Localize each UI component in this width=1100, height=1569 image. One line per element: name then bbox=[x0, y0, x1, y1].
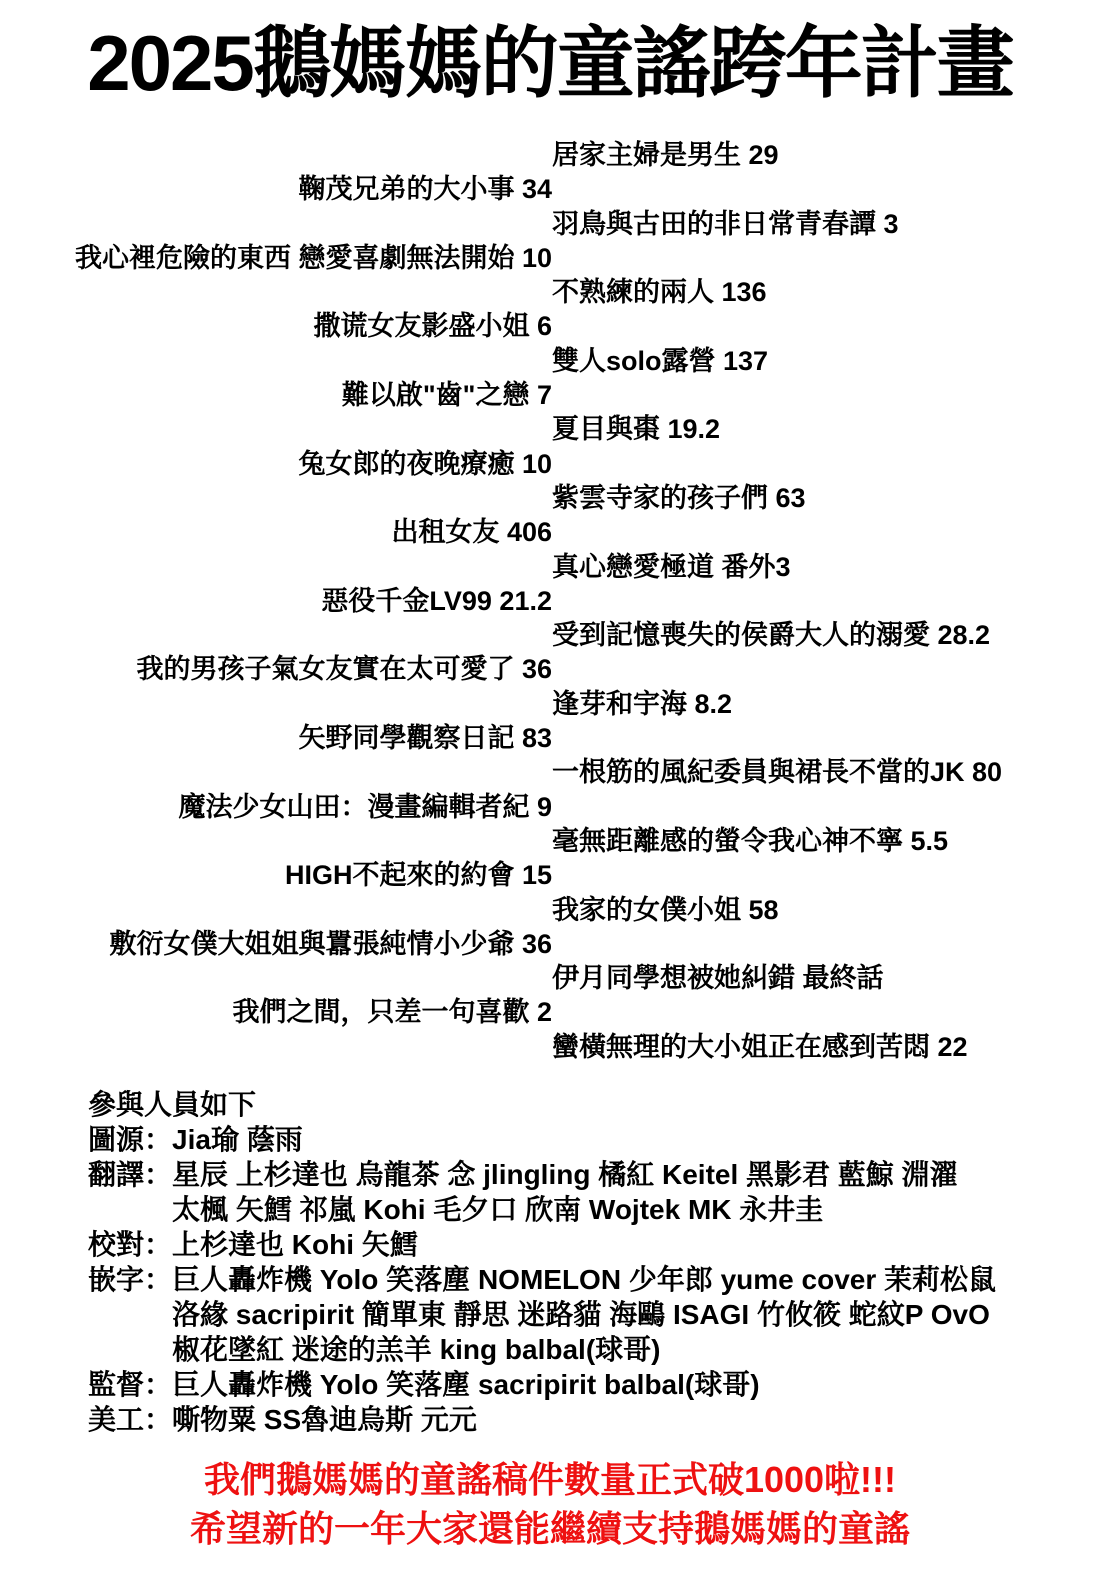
credit-row-art bbox=[88, 1402, 1080, 1437]
announcement-banner bbox=[0, 1455, 1100, 1553]
announcement-line: 我們鵝媽媽的童謠稿件數量正式破1000啦!!! bbox=[203, 1459, 897, 1501]
schedule-line: 我的男孩子氣女友實在太可愛了 36 bbox=[136, 654, 552, 685]
credit-names: 巨人轟炸機 Yolo 笑落塵 sacripirit balbal(球哥) bbox=[172, 1369, 760, 1401]
schedule-line: 出租女友 406 bbox=[391, 517, 552, 548]
credit-label: 美工： bbox=[88, 1404, 173, 1436]
credit-label: 圖源： bbox=[88, 1124, 173, 1156]
schedule-line: 一根筋的風紀委員與裙長不當的JK 80 bbox=[552, 757, 1003, 788]
schedule-line: 伊月同學想被她糾錯 最終話 bbox=[552, 963, 884, 994]
announcement-line: 希望新的一年大家還能繼續支持鵝媽媽的童謠 bbox=[189, 1508, 910, 1550]
schedule-line: 夏目與棗 19.2 bbox=[552, 414, 721, 445]
credit-label: 校對： bbox=[88, 1229, 173, 1261]
credit-label: 監督： bbox=[88, 1369, 173, 1401]
schedule-line: 居家主婦是男生 29 bbox=[552, 140, 779, 170]
schedule-list bbox=[0, 138, 1100, 1064]
credit-names: 上杉達也 Kohi 矢鱈 bbox=[172, 1229, 418, 1261]
schedule-line: 逢芽和宇海 8.2 bbox=[552, 688, 733, 719]
announcement-page bbox=[0, 16, 1100, 1553]
schedule-line: 蠻橫無理的大小姐正在感到苦悶 22 bbox=[552, 1031, 968, 1062]
schedule-line: 毫無距離感的螢令我心神不寧 5.5 bbox=[552, 825, 949, 856]
credit-row-translation bbox=[88, 1157, 1080, 1227]
credit-names: 洛緣 sacripirit 簡單東 靜思 迷路貓 海鷗 ISAGI 竹攸筱 蛇紋P OvO bbox=[172, 1299, 990, 1331]
credits-section bbox=[88, 1087, 1080, 1437]
schedule-line: 鞠茂兄弟的大小事 34 bbox=[298, 174, 552, 205]
credit-row-proofreading bbox=[88, 1227, 1080, 1262]
credit-names: 巨人轟炸機 Yolo 笑落塵 NOMELON 少年郎 yume cover 茉莉松鼠 bbox=[172, 1264, 997, 1296]
schedule-line: 矢野同學觀察日記 83 bbox=[298, 723, 552, 754]
credit-row-image-source bbox=[88, 1122, 1080, 1157]
schedule-line: 魔法少女山田：漫畫編輯者紀 9 bbox=[178, 791, 552, 822]
schedule-line: 我家的女僕小姐 58 bbox=[552, 894, 779, 925]
schedule-line: 我們之間，只差一句喜歡 2 bbox=[232, 997, 552, 1028]
credit-label: 嵌字： bbox=[88, 1264, 173, 1296]
credit-names: Jia瑜 蔭雨 bbox=[172, 1124, 303, 1156]
schedule-line: 真心戀愛極道 番外3 bbox=[552, 551, 791, 582]
schedule-line: 難以啟"齒"之戀 7 bbox=[341, 380, 552, 411]
schedule-line: 羽鳥與古田的非日常青春譚 3 bbox=[552, 208, 899, 239]
schedule-line: 兔女郎的夜晚療癒 10 bbox=[298, 448, 552, 479]
credit-label: 翻譯： bbox=[88, 1159, 173, 1191]
credit-names: 星辰 上杉達也 烏龍茶 念 jlingling 橘紅 Keitel 黑影君 藍鯨 淵濯 bbox=[172, 1159, 958, 1191]
credit-names: 嘶物粟 SS魯迪烏斯 元元 bbox=[172, 1404, 477, 1436]
schedule-line: 惡役千金LV99 21.2 bbox=[321, 585, 552, 616]
schedule-line: 不熟練的兩人 136 bbox=[552, 277, 767, 308]
credit-row-typesetting bbox=[88, 1262, 1080, 1367]
schedule-line: 敷衍女僕大姐姐與囂張純情小少爺 36 bbox=[109, 928, 552, 959]
credit-names: 太楓 矢鱈 祁嵐 Kohi 毛夕口 欣南 Wojtek MK 永井圭 bbox=[172, 1194, 824, 1226]
credits-heading: 參與人員如下 bbox=[88, 1089, 257, 1121]
schedule-line: 撒谎女友影盛小姐 6 bbox=[313, 311, 552, 342]
schedule-line: 受到記憶喪失的侯爵大人的溺愛 28.2 bbox=[552, 620, 991, 651]
schedule-line: 我心裡危險的東西 戀愛喜劇無法開始 10 bbox=[74, 242, 552, 273]
credit-names: 椒花墜紅 迷途的羔羊 king balbal(球哥) bbox=[172, 1334, 661, 1366]
schedule-line: 雙人solo露營 137 bbox=[552, 345, 769, 376]
page-title: 2025鵝媽媽的童謠跨年計畫 bbox=[87, 19, 1013, 107]
credit-row-supervision bbox=[88, 1367, 1080, 1402]
schedule-line: 紫雲寺家的孩子們 63 bbox=[552, 482, 806, 513]
schedule-line: HIGH不起來的約會 15 bbox=[284, 860, 552, 891]
